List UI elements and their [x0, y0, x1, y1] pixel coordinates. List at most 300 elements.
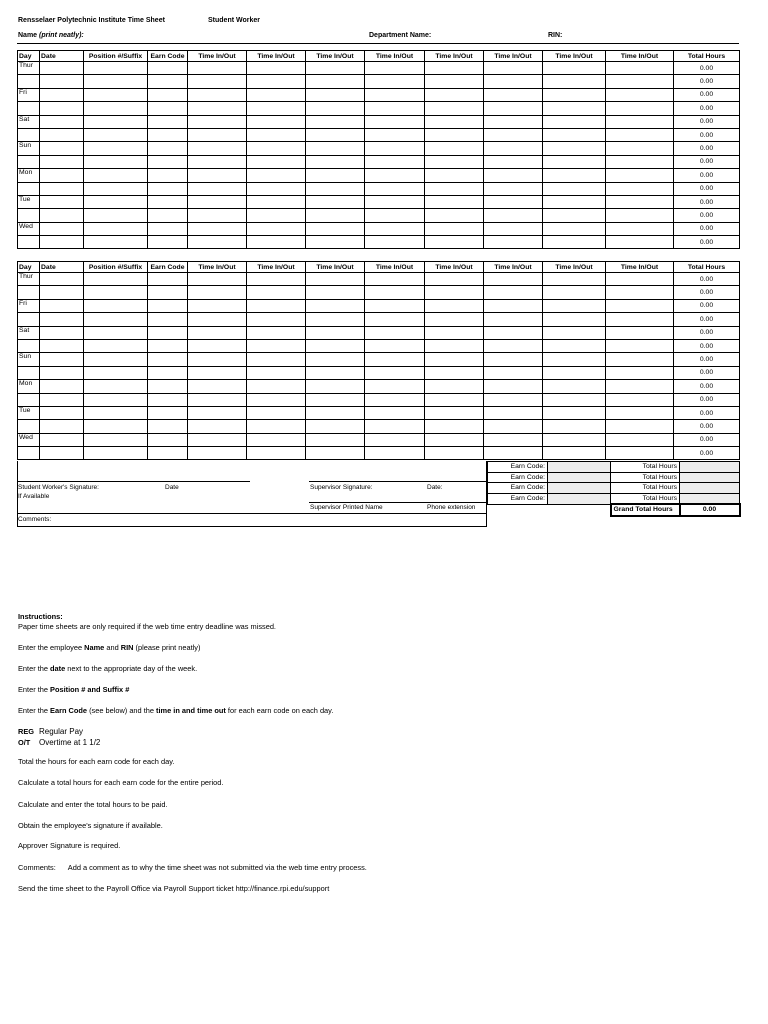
entry-cell[interactable]	[425, 222, 484, 235]
entry-cell[interactable]	[543, 115, 606, 128]
entry-cell[interactable]	[606, 182, 674, 195]
entry-cell[interactable]	[40, 286, 84, 299]
entry-cell[interactable]	[365, 155, 425, 168]
earn-code-field[interactable]	[548, 483, 611, 494]
entry-cell[interactable]	[306, 326, 365, 339]
entry-cell[interactable]	[306, 273, 365, 286]
entry-cell[interactable]	[425, 115, 484, 128]
entry-cell[interactable]	[425, 102, 484, 115]
entry-cell[interactable]	[188, 222, 247, 235]
entry-cell[interactable]	[247, 75, 306, 88]
entry-cell[interactable]	[365, 236, 425, 249]
entry-cell[interactable]	[188, 128, 247, 141]
entry-cell[interactable]	[606, 273, 674, 286]
entry-cell[interactable]	[247, 209, 306, 222]
entry-cell[interactable]	[40, 155, 84, 168]
entry-cell[interactable]	[425, 326, 484, 339]
entry-cell[interactable]	[365, 299, 425, 312]
entry-cell[interactable]	[606, 209, 674, 222]
entry-cell[interactable]	[425, 339, 484, 352]
entry-cell[interactable]	[484, 102, 543, 115]
entry-cell[interactable]	[306, 128, 365, 141]
entry-cell[interactable]	[425, 236, 484, 249]
entry-cell[interactable]	[425, 155, 484, 168]
entry-cell[interactable]	[40, 326, 84, 339]
entry-cell[interactable]	[365, 102, 425, 115]
entry-cell[interactable]	[84, 380, 148, 393]
entry-cell[interactable]	[425, 75, 484, 88]
entry-cell[interactable]	[247, 406, 306, 419]
entry-cell[interactable]	[40, 169, 84, 182]
entry-cell[interactable]	[84, 128, 148, 141]
entry-cell[interactable]	[247, 420, 306, 433]
entry-cell[interactable]	[484, 88, 543, 101]
entry-cell[interactable]	[84, 169, 148, 182]
entry-cell[interactable]	[40, 75, 84, 88]
entry-cell[interactable]	[84, 273, 148, 286]
entry-cell[interactable]	[148, 102, 188, 115]
entry-cell[interactable]	[425, 62, 484, 75]
entry-cell[interactable]	[484, 236, 543, 249]
entry-cell[interactable]	[606, 420, 674, 433]
entry-cell[interactable]	[148, 433, 188, 446]
entry-cell[interactable]	[306, 155, 365, 168]
entry-cell[interactable]	[484, 142, 543, 155]
entry-cell[interactable]	[484, 75, 543, 88]
entry-cell[interactable]	[543, 128, 606, 141]
entry-cell[interactable]	[84, 155, 148, 168]
entry-cell[interactable]	[188, 366, 247, 379]
entry-cell[interactable]	[543, 182, 606, 195]
total-hours-field[interactable]	[680, 493, 740, 504]
entry-cell[interactable]	[365, 88, 425, 101]
entry-cell[interactable]	[148, 128, 188, 141]
entry-cell[interactable]	[365, 142, 425, 155]
entry-cell[interactable]	[543, 209, 606, 222]
entry-cell[interactable]	[188, 393, 247, 406]
entry-cell[interactable]	[484, 420, 543, 433]
entry-cell[interactable]	[606, 115, 674, 128]
entry-cell[interactable]	[247, 169, 306, 182]
entry-cell[interactable]	[148, 62, 188, 75]
entry-cell[interactable]	[40, 447, 84, 460]
entry-cell[interactable]	[247, 433, 306, 446]
entry-cell[interactable]	[188, 182, 247, 195]
entry-cell[interactable]	[484, 209, 543, 222]
entry-cell[interactable]	[188, 273, 247, 286]
entry-cell[interactable]	[365, 406, 425, 419]
entry-cell[interactable]	[84, 102, 148, 115]
entry-cell[interactable]	[306, 339, 365, 352]
entry-cell[interactable]	[543, 155, 606, 168]
entry-cell[interactable]	[306, 299, 365, 312]
entry-cell[interactable]	[84, 299, 148, 312]
entry-cell[interactable]	[40, 102, 84, 115]
entry-cell[interactable]	[148, 195, 188, 208]
entry-cell[interactable]	[543, 326, 606, 339]
entry-cell[interactable]	[543, 169, 606, 182]
total-hours-field[interactable]	[680, 462, 740, 473]
entry-cell[interactable]	[365, 169, 425, 182]
entry-cell[interactable]	[543, 366, 606, 379]
entry-cell[interactable]	[543, 353, 606, 366]
entry-cell[interactable]	[425, 366, 484, 379]
entry-cell[interactable]	[148, 286, 188, 299]
entry-cell[interactable]	[148, 115, 188, 128]
entry-cell[interactable]	[543, 102, 606, 115]
entry-cell[interactable]	[247, 339, 306, 352]
entry-cell[interactable]	[40, 209, 84, 222]
entry-cell[interactable]	[365, 366, 425, 379]
entry-cell[interactable]	[484, 62, 543, 75]
entry-cell[interactable]	[188, 420, 247, 433]
entry-cell[interactable]	[247, 313, 306, 326]
entry-cell[interactable]	[365, 393, 425, 406]
entry-cell[interactable]	[247, 299, 306, 312]
entry-cell[interactable]	[306, 380, 365, 393]
entry-cell[interactable]	[40, 88, 84, 101]
entry-cell[interactable]	[188, 326, 247, 339]
entry-cell[interactable]	[40, 273, 84, 286]
entry-cell[interactable]	[84, 366, 148, 379]
entry-cell[interactable]	[148, 447, 188, 460]
entry-cell[interactable]	[425, 209, 484, 222]
entry-cell[interactable]	[365, 222, 425, 235]
entry-cell[interactable]	[188, 380, 247, 393]
entry-cell[interactable]	[543, 406, 606, 419]
entry-cell[interactable]	[365, 62, 425, 75]
entry-cell[interactable]	[84, 447, 148, 460]
entry-cell[interactable]	[606, 169, 674, 182]
entry-cell[interactable]	[84, 75, 148, 88]
entry-cell[interactable]	[247, 273, 306, 286]
entry-cell[interactable]	[148, 273, 188, 286]
entry-cell[interactable]	[543, 142, 606, 155]
entry-cell[interactable]	[247, 326, 306, 339]
entry-cell[interactable]	[188, 75, 247, 88]
entry-cell[interactable]	[484, 222, 543, 235]
entry-cell[interactable]	[365, 447, 425, 460]
entry-cell[interactable]	[188, 88, 247, 101]
entry-cell[interactable]	[148, 155, 188, 168]
entry-cell[interactable]	[425, 353, 484, 366]
entry-cell[interactable]	[40, 353, 84, 366]
entry-cell[interactable]	[40, 128, 84, 141]
entry-cell[interactable]	[247, 353, 306, 366]
entry-cell[interactable]	[365, 286, 425, 299]
entry-cell[interactable]	[606, 88, 674, 101]
entry-cell[interactable]	[188, 433, 247, 446]
entry-cell[interactable]	[84, 115, 148, 128]
entry-cell[interactable]	[148, 75, 188, 88]
entry-cell[interactable]	[306, 353, 365, 366]
entry-cell[interactable]	[484, 128, 543, 141]
entry-cell[interactable]	[306, 102, 365, 115]
entry-cell[interactable]	[188, 102, 247, 115]
entry-cell[interactable]	[484, 313, 543, 326]
entry-cell[interactable]	[148, 366, 188, 379]
entry-cell[interactable]	[247, 380, 306, 393]
entry-cell[interactable]	[306, 236, 365, 249]
entry-cell[interactable]	[40, 433, 84, 446]
entry-cell[interactable]	[84, 406, 148, 419]
entry-cell[interactable]	[247, 102, 306, 115]
entry-cell[interactable]	[188, 155, 247, 168]
entry-cell[interactable]	[365, 380, 425, 393]
entry-cell[interactable]	[306, 182, 365, 195]
entry-cell[interactable]	[606, 62, 674, 75]
entry-cell[interactable]	[606, 406, 674, 419]
entry-cell[interactable]	[148, 169, 188, 182]
entry-cell[interactable]	[484, 447, 543, 460]
entry-cell[interactable]	[606, 75, 674, 88]
entry-cell[interactable]	[188, 406, 247, 419]
earn-code-field[interactable]	[548, 472, 611, 483]
entry-cell[interactable]	[247, 182, 306, 195]
entry-cell[interactable]	[543, 236, 606, 249]
entry-cell[interactable]	[247, 88, 306, 101]
entry-cell[interactable]	[306, 142, 365, 155]
entry-cell[interactable]	[148, 353, 188, 366]
entry-cell[interactable]	[40, 339, 84, 352]
entry-cell[interactable]	[606, 447, 674, 460]
entry-cell[interactable]	[306, 313, 365, 326]
entry-cell[interactable]	[148, 393, 188, 406]
entry-cell[interactable]	[84, 433, 148, 446]
entry-cell[interactable]	[543, 339, 606, 352]
entry-cell[interactable]	[543, 286, 606, 299]
entry-cell[interactable]	[148, 313, 188, 326]
entry-cell[interactable]	[247, 236, 306, 249]
entry-cell[interactable]	[40, 115, 84, 128]
entry-cell[interactable]	[40, 195, 84, 208]
entry-cell[interactable]	[84, 88, 148, 101]
entry-cell[interactable]	[543, 393, 606, 406]
entry-cell[interactable]	[606, 380, 674, 393]
entry-cell[interactable]	[148, 380, 188, 393]
entry-cell[interactable]	[484, 406, 543, 419]
earn-code-field[interactable]	[548, 462, 611, 473]
entry-cell[interactable]	[40, 62, 84, 75]
entry-cell[interactable]	[40, 182, 84, 195]
entry-cell[interactable]	[543, 273, 606, 286]
entry-cell[interactable]	[84, 353, 148, 366]
entry-cell[interactable]	[188, 353, 247, 366]
entry-cell[interactable]	[247, 286, 306, 299]
entry-cell[interactable]	[606, 393, 674, 406]
entry-cell[interactable]	[425, 142, 484, 155]
entry-cell[interactable]	[40, 380, 84, 393]
entry-cell[interactable]	[365, 209, 425, 222]
entry-cell[interactable]	[425, 393, 484, 406]
entry-cell[interactable]	[40, 236, 84, 249]
entry-cell[interactable]	[247, 447, 306, 460]
entry-cell[interactable]	[606, 102, 674, 115]
entry-cell[interactable]	[306, 447, 365, 460]
entry-cell[interactable]	[484, 393, 543, 406]
entry-cell[interactable]	[84, 195, 148, 208]
entry-cell[interactable]	[606, 313, 674, 326]
entry-cell[interactable]	[606, 195, 674, 208]
entry-cell[interactable]	[606, 286, 674, 299]
entry-cell[interactable]	[425, 380, 484, 393]
entry-cell[interactable]	[148, 222, 188, 235]
entry-cell[interactable]	[306, 222, 365, 235]
entry-cell[interactable]	[84, 182, 148, 195]
entry-cell[interactable]	[84, 236, 148, 249]
entry-cell[interactable]	[84, 209, 148, 222]
entry-cell[interactable]	[484, 115, 543, 128]
entry-cell[interactable]	[247, 222, 306, 235]
entry-cell[interactable]	[365, 339, 425, 352]
entry-cell[interactable]	[543, 380, 606, 393]
entry-cell[interactable]	[606, 433, 674, 446]
entry-cell[interactable]	[365, 313, 425, 326]
entry-cell[interactable]	[365, 326, 425, 339]
entry-cell[interactable]	[247, 393, 306, 406]
entry-cell[interactable]	[484, 182, 543, 195]
entry-cell[interactable]	[148, 420, 188, 433]
entry-cell[interactable]	[425, 299, 484, 312]
entry-cell[interactable]	[188, 115, 247, 128]
entry-cell[interactable]	[425, 406, 484, 419]
entry-cell[interactable]	[247, 62, 306, 75]
entry-cell[interactable]	[606, 155, 674, 168]
entry-cell[interactable]	[148, 406, 188, 419]
entry-cell[interactable]	[247, 128, 306, 141]
entry-cell[interactable]	[606, 326, 674, 339]
entry-cell[interactable]	[365, 182, 425, 195]
entry-cell[interactable]	[84, 142, 148, 155]
entry-cell[interactable]	[148, 326, 188, 339]
entry-cell[interactable]	[247, 195, 306, 208]
entry-cell[interactable]	[543, 313, 606, 326]
entry-cell[interactable]	[425, 195, 484, 208]
entry-cell[interactable]	[484, 273, 543, 286]
entry-cell[interactable]	[543, 222, 606, 235]
entry-cell[interactable]	[40, 406, 84, 419]
entry-cell[interactable]	[188, 236, 247, 249]
entry-cell[interactable]	[543, 75, 606, 88]
entry-cell[interactable]	[40, 299, 84, 312]
entry-cell[interactable]	[188, 286, 247, 299]
entry-cell[interactable]	[247, 155, 306, 168]
entry-cell[interactable]	[606, 128, 674, 141]
entry-cell[interactable]	[306, 75, 365, 88]
entry-cell[interactable]	[365, 273, 425, 286]
entry-cell[interactable]	[306, 115, 365, 128]
entry-cell[interactable]	[365, 420, 425, 433]
entry-cell[interactable]	[188, 339, 247, 352]
entry-cell[interactable]	[148, 236, 188, 249]
entry-cell[interactable]	[306, 366, 365, 379]
entry-cell[interactable]	[188, 447, 247, 460]
entry-cell[interactable]	[543, 88, 606, 101]
entry-cell[interactable]	[425, 273, 484, 286]
entry-cell[interactable]	[306, 169, 365, 182]
entry-cell[interactable]	[188, 209, 247, 222]
entry-cell[interactable]	[365, 353, 425, 366]
entry-cell[interactable]	[84, 393, 148, 406]
entry-cell[interactable]	[484, 299, 543, 312]
entry-cell[interactable]	[425, 433, 484, 446]
entry-cell[interactable]	[148, 182, 188, 195]
entry-cell[interactable]	[365, 195, 425, 208]
entry-cell[interactable]	[306, 420, 365, 433]
entry-cell[interactable]	[606, 299, 674, 312]
entry-cell[interactable]	[40, 222, 84, 235]
entry-cell[interactable]	[188, 62, 247, 75]
entry-cell[interactable]	[543, 447, 606, 460]
entry-cell[interactable]	[606, 366, 674, 379]
entry-cell[interactable]	[484, 286, 543, 299]
entry-cell[interactable]	[543, 195, 606, 208]
entry-cell[interactable]	[188, 299, 247, 312]
entry-cell[interactable]	[425, 88, 484, 101]
entry-cell[interactable]	[606, 353, 674, 366]
earn-code-field[interactable]	[548, 493, 611, 504]
entry-cell[interactable]	[425, 286, 484, 299]
entry-cell[interactable]	[84, 420, 148, 433]
entry-cell[interactable]	[365, 115, 425, 128]
entry-cell[interactable]	[188, 142, 247, 155]
entry-cell[interactable]	[425, 128, 484, 141]
entry-cell[interactable]	[484, 380, 543, 393]
entry-cell[interactable]	[365, 128, 425, 141]
entry-cell[interactable]	[484, 339, 543, 352]
entry-cell[interactable]	[543, 62, 606, 75]
entry-cell[interactable]	[84, 326, 148, 339]
entry-cell[interactable]	[306, 406, 365, 419]
entry-cell[interactable]	[365, 433, 425, 446]
entry-cell[interactable]	[188, 195, 247, 208]
entry-cell[interactable]	[84, 62, 148, 75]
entry-cell[interactable]	[484, 366, 543, 379]
entry-cell[interactable]	[425, 447, 484, 460]
entry-cell[interactable]	[543, 433, 606, 446]
entry-cell[interactable]	[306, 195, 365, 208]
entry-cell[interactable]	[306, 393, 365, 406]
entry-cell[interactable]	[84, 222, 148, 235]
entry-cell[interactable]	[606, 339, 674, 352]
entry-cell[interactable]	[484, 433, 543, 446]
entry-cell[interactable]	[247, 366, 306, 379]
entry-cell[interactable]	[484, 155, 543, 168]
entry-cell[interactable]	[306, 286, 365, 299]
entry-cell[interactable]	[40, 313, 84, 326]
entry-cell[interactable]	[606, 236, 674, 249]
entry-cell[interactable]	[543, 299, 606, 312]
entry-cell[interactable]	[84, 286, 148, 299]
entry-cell[interactable]	[484, 353, 543, 366]
entry-cell[interactable]	[247, 142, 306, 155]
entry-cell[interactable]	[84, 339, 148, 352]
entry-cell[interactable]	[484, 169, 543, 182]
entry-cell[interactable]	[84, 313, 148, 326]
entry-cell[interactable]	[188, 313, 247, 326]
entry-cell[interactable]	[425, 169, 484, 182]
entry-cell[interactable]	[188, 169, 247, 182]
entry-cell[interactable]	[148, 209, 188, 222]
entry-cell[interactable]	[425, 420, 484, 433]
entry-cell[interactable]	[606, 142, 674, 155]
entry-cell[interactable]	[306, 209, 365, 222]
entry-cell[interactable]	[40, 420, 84, 433]
entry-cell[interactable]	[365, 75, 425, 88]
entry-cell[interactable]	[425, 313, 484, 326]
total-hours-field[interactable]	[680, 472, 740, 483]
entry-cell[interactable]	[247, 115, 306, 128]
